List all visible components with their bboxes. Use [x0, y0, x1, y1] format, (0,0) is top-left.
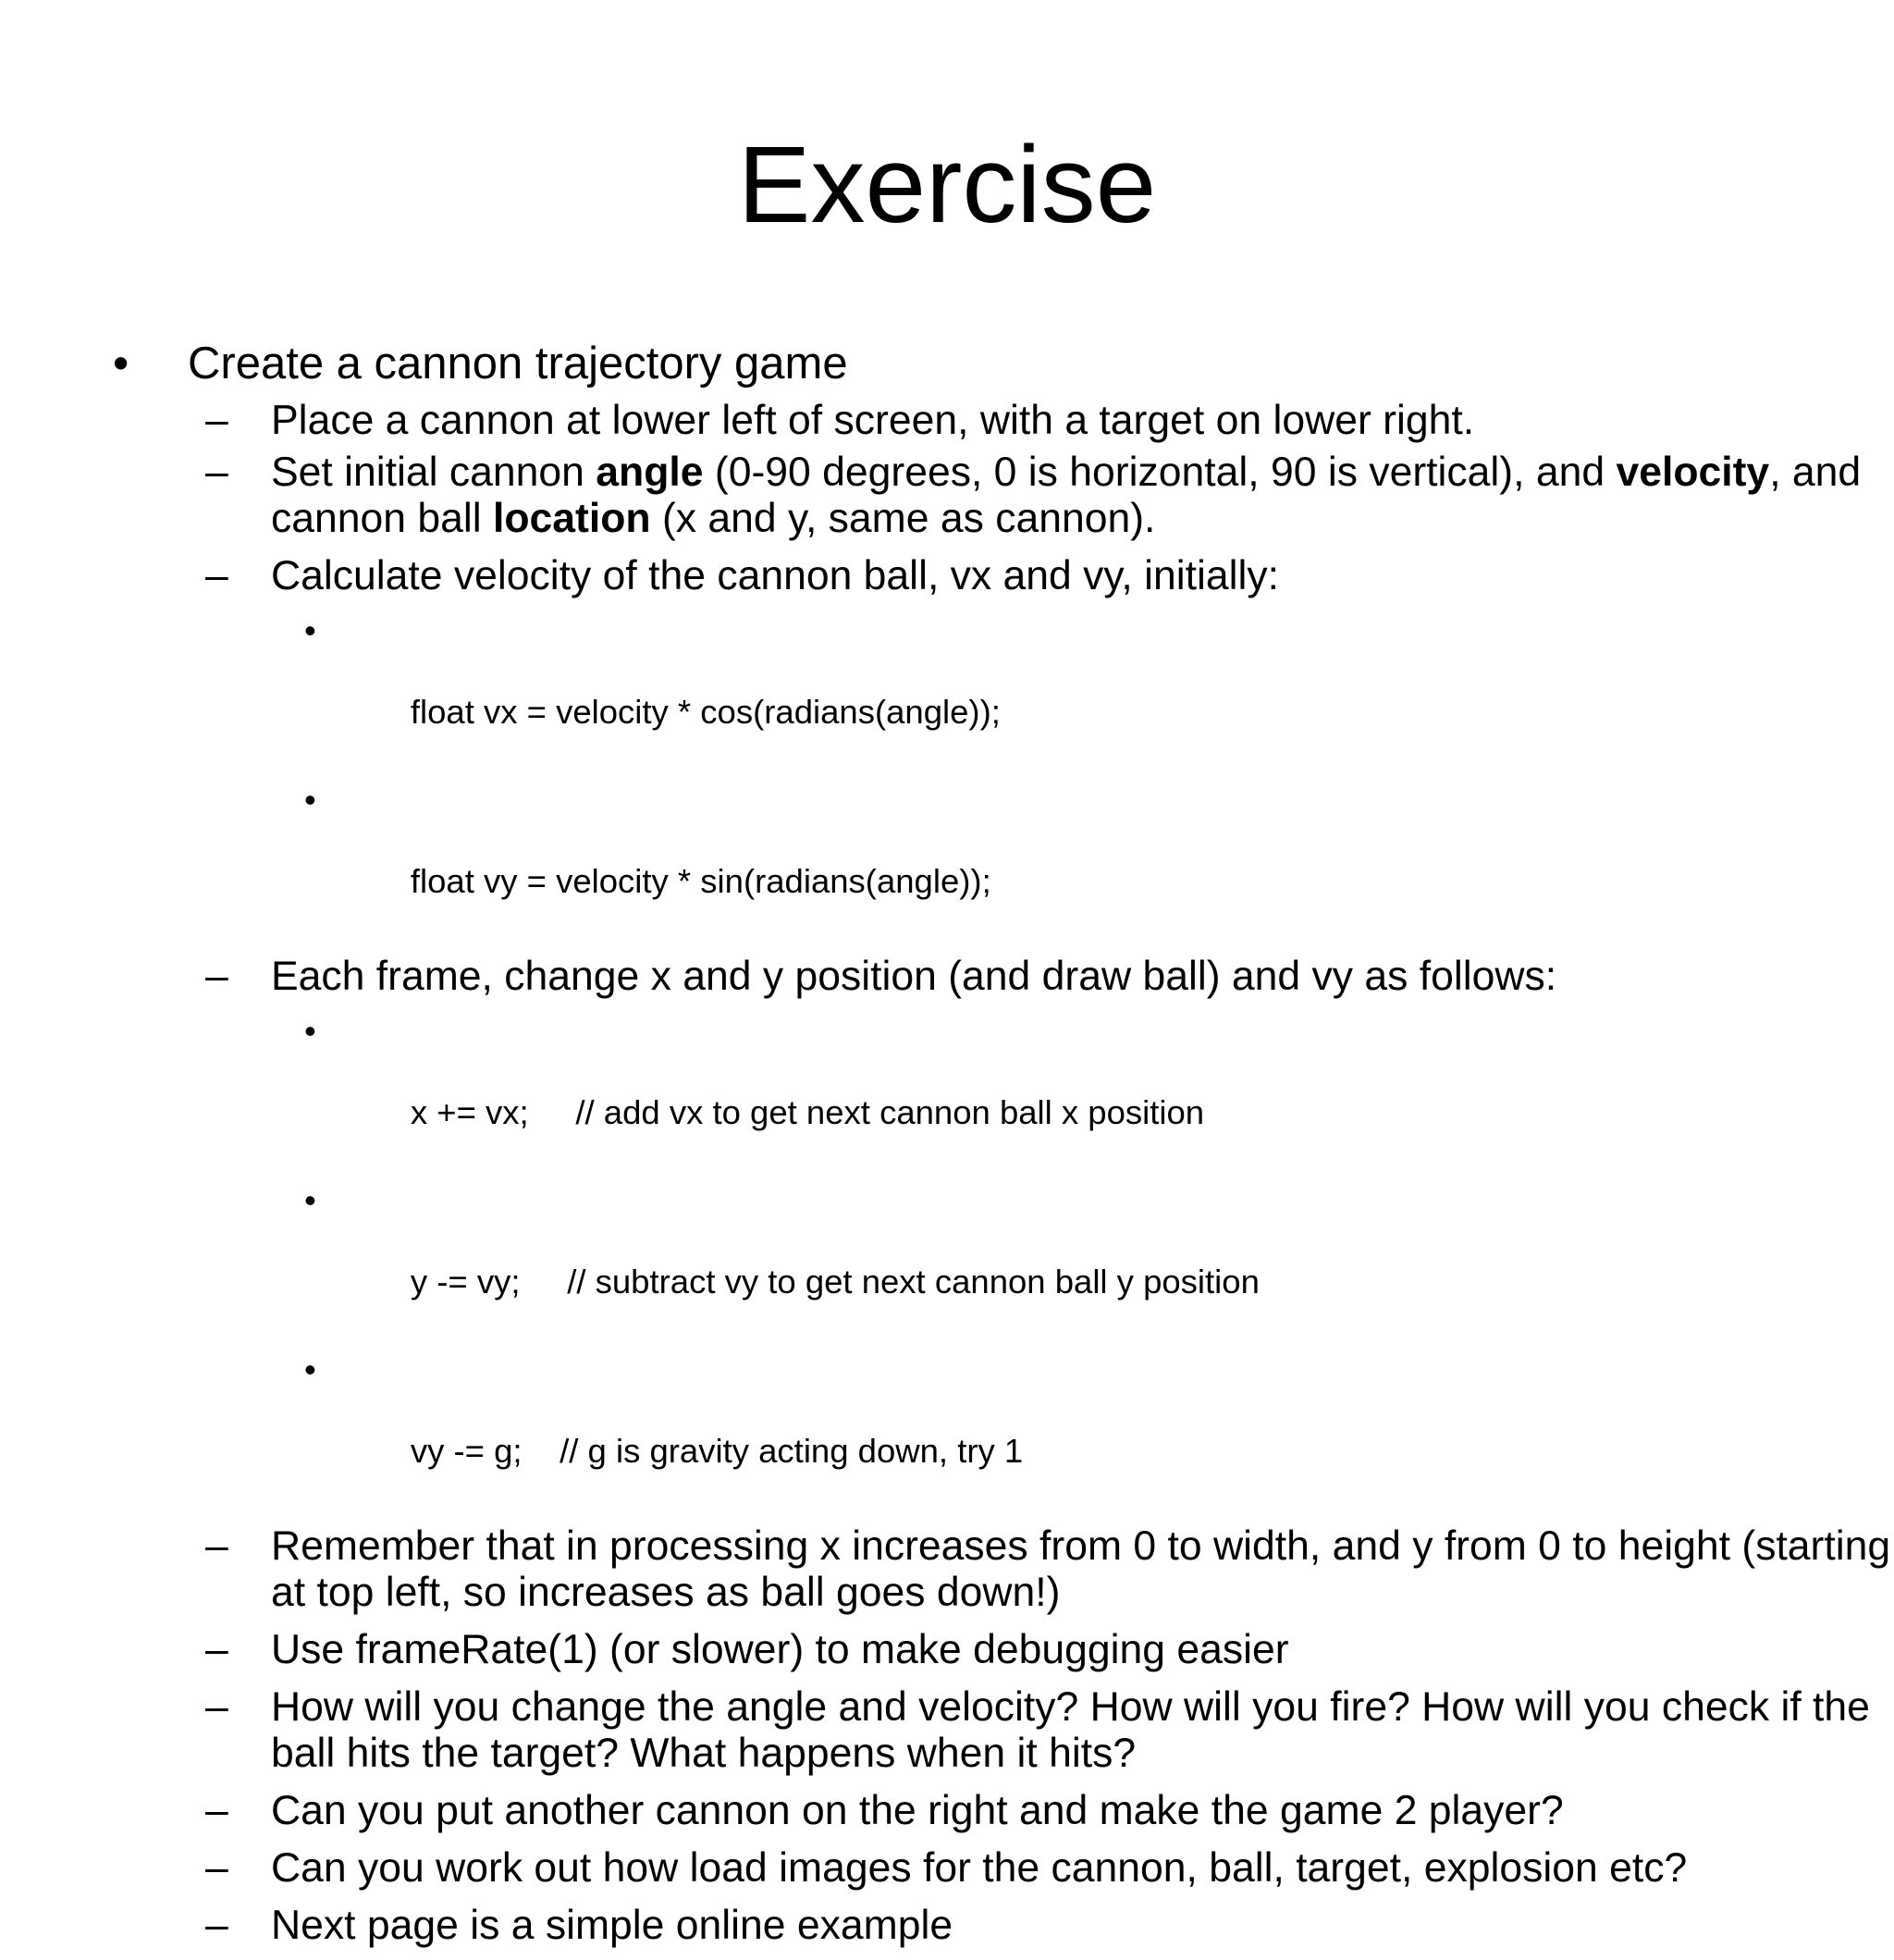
- bullet-marker: •: [304, 1012, 316, 1050]
- sub-bullet-text: Remember that in processing x increases from 0 to width, and y from 0 to height (starting at top left, so increases as ball goes down!): [271, 1523, 1891, 1615]
- bold-term-angle: angle: [596, 450, 704, 495]
- bullet-marker: •: [304, 781, 316, 819]
- sub-bullet-place-cannon: [0, 398, 1894, 444]
- sub-bullet-text: Calculate velocity of the cannon ball, vx and vy, initially:: [271, 553, 1279, 598]
- code-text: float vx = velocity * cos(radians(angle));: [410, 693, 1001, 731]
- code-line-gravity: [0, 1350, 1894, 1512]
- sub-bullet-set-initial: [0, 450, 1894, 542]
- sub-bullet-text-part: (x and y, same as cannon).: [650, 496, 1156, 541]
- sub-bullet-framerate: [0, 1627, 1894, 1673]
- slide-title: Exercise: [737, 124, 1157, 246]
- sub-bullet-images: [0, 1845, 1894, 1892]
- code-text: float vy = velocity * sin(radians(angle));: [410, 862, 991, 900]
- bullet-marker: •: [304, 1181, 316, 1219]
- slide-body: [0, 335, 1894, 1960]
- sub-bullet-text: Can you put another cannon on the right and make the game 2 player?: [271, 1788, 1564, 1833]
- dash-marker: –: [205, 1903, 228, 1948]
- code-line-x: [0, 1011, 1894, 1174]
- sub-bullet-calc-velocity: [0, 553, 1894, 599]
- dash-marker: –: [205, 398, 228, 443]
- sub-bullet-text: Each frame, change x and y position (and draw ball) and vy as follows:: [271, 954, 1557, 999]
- dash-marker: –: [205, 1845, 228, 1891]
- dash-marker: –: [205, 1523, 228, 1569]
- code-text: vy -= g; // g is gravity acting down, try 1: [410, 1432, 1024, 1470]
- dash-marker: –: [205, 1684, 228, 1730]
- sub-bullet-text-part: , and cannon ball: [271, 450, 1862, 541]
- sub-bullet-text: Next page is a simple online example: [271, 1903, 953, 1948]
- bullet-marker: •: [113, 339, 129, 388]
- code-line-vx: [0, 610, 1894, 773]
- code-line-y: [0, 1180, 1894, 1343]
- sub-bullet-remember: [0, 1523, 1894, 1616]
- sub-bullet-two-player: [0, 1788, 1894, 1834]
- dash-marker: –: [205, 450, 228, 495]
- dash-marker: –: [205, 553, 228, 598]
- sub-bullet-next-page: [0, 1903, 1894, 1949]
- dash-marker: –: [205, 954, 228, 999]
- bullet-marker: •: [304, 1350, 316, 1388]
- sub-bullet-text: Place a cannon at lower left of screen, with a target on lower right.: [271, 398, 1475, 443]
- main-bullet-text: Create a cannon trajectory game: [188, 339, 848, 388]
- main-bullet: [0, 335, 1894, 392]
- code-text: x += vx; // add vx to get next cannon ball x position: [410, 1093, 1205, 1131]
- dash-marker: –: [205, 1627, 228, 1672]
- sub-bullet-questions: [0, 1684, 1894, 1777]
- code-line-vy: [0, 780, 1894, 943]
- code-text: y -= vy; // subtract vy to get next cannon ball y position: [410, 1263, 1260, 1301]
- sub-bullet-each-frame: [0, 954, 1894, 1000]
- dash-marker: –: [205, 1788, 228, 1833]
- sub-bullet-text: Use frameRate(1) (or slower) to make debugging easier: [271, 1627, 1289, 1672]
- sub-bullet-text: How will you change the angle and velocity? How will you fire? How will you check if the ball hits the target? What happens when it hits?: [271, 1684, 1870, 1776]
- sub-bullet-text-part: (0-90 degrees, 0 is horizontal, 90 is vertical), and: [703, 450, 1617, 495]
- bullet-marker: •: [304, 611, 316, 649]
- bold-term-velocity: velocity: [1616, 450, 1770, 495]
- sub-bullet-text: Can you work out how load images for the cannon, ball, target, explosion etc?: [271, 1845, 1688, 1891]
- sub-bullet-text-part: Set initial cannon: [271, 450, 596, 495]
- bold-term-location: location: [493, 496, 651, 541]
